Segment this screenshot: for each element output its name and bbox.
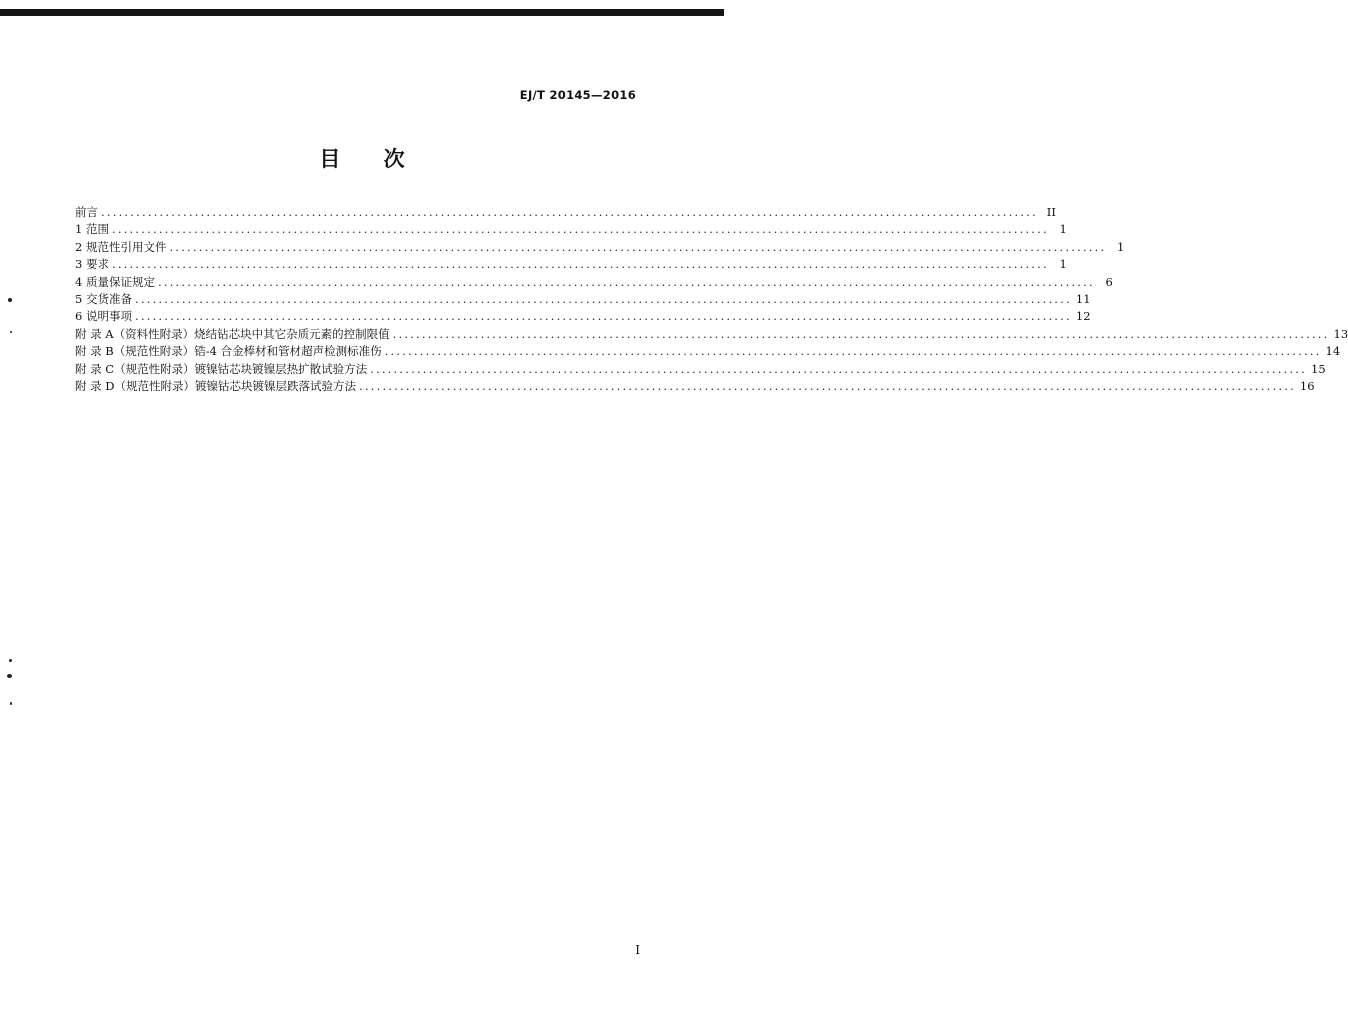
toc-entry-foreword[interactable] (75, 204, 1056, 221)
toc-entry-label: 1 范围 (75, 222, 109, 237)
scan-speck (7, 674, 12, 678)
toc-entry-label: 6 说明事项 (75, 309, 132, 324)
toc-entry-label: 2 规范性引用文件 (75, 239, 167, 254)
toc-entry-notes[interactable] (75, 308, 1091, 325)
toc-entry-label: 4 质量保证规定 (75, 274, 155, 289)
dot-leader: ................................................................................................................................................................ (111, 222, 1049, 237)
toc-entry-label: 5 交货准备 (75, 291, 132, 306)
toc-entry-label: 附 录 B（规范性附录）锆-4 合金棒材和管材超声检测标准伤 (75, 344, 382, 359)
toc-entry-appendix-c[interactable] (75, 361, 1326, 378)
toc-entry-page: 1 (1059, 222, 1067, 237)
page-number: I (635, 943, 640, 957)
scan-speck (9, 659, 12, 662)
dot-leader: ................................................................................................................................................................ (359, 378, 1296, 393)
toc-entry-appendix-a[interactable] (75, 326, 1348, 343)
page-title: 目 次 (319, 147, 423, 171)
toc-entry-label: 前言 (75, 205, 98, 219)
dot-leader: ................................................................................................................................................................ (101, 205, 1038, 219)
toc-entry-page: 1 (1117, 239, 1125, 254)
toc-entry-label: 附 录 D（规范性附录）镀镍钴芯块镀镍层跌落试验方法 (75, 378, 357, 393)
toc-entry-page: 16 (1299, 378, 1315, 393)
scan-speck (10, 702, 12, 705)
toc-entry-appendix-d[interactable] (75, 378, 1315, 395)
dot-leader: ................................................................................................................................................................ (392, 326, 1330, 341)
scan-speck (8, 298, 12, 302)
toc-entry-page: 13 (1333, 326, 1348, 341)
toc-entry-page: 6 (1105, 274, 1113, 289)
dot-leader: ................................................................................................................................................................ (134, 291, 1072, 306)
toc-entry-page: II (1046, 205, 1056, 219)
toc-entry-quality-assurance[interactable] (75, 274, 1113, 291)
toc-entry-appendix-b[interactable] (75, 343, 1341, 360)
toc-entry-page: 12 (1075, 309, 1091, 324)
dot-leader: ................................................................................................................................................................ (157, 274, 1095, 289)
toc-entry-requirements[interactable] (75, 256, 1067, 273)
toc-entry-normative-references[interactable] (75, 239, 1125, 256)
header-rule (0, 9, 724, 16)
dot-leader: ................................................................................................................................................................ (111, 257, 1049, 272)
dot-leader: ................................................................................................................................................................ (370, 361, 1307, 376)
dot-leader: ................................................................................................................................................................ (384, 344, 1322, 359)
toc-entry-page: 1 (1059, 257, 1067, 272)
dot-leader: ................................................................................................................................................................ (169, 239, 1107, 254)
standard-code: EJ/T 20145—2016 (519, 88, 636, 102)
toc-entry-page: 11 (1075, 291, 1091, 306)
scan-speck (10, 331, 12, 333)
toc-entry-label: 3 要求 (75, 257, 109, 272)
toc-entry-label: 附 录 C（规范性附录）镀镍钴芯块镀镍层热扩散试验方法 (75, 361, 368, 376)
dot-leader: ................................................................................................................................................................ (134, 309, 1072, 324)
toc-entry-scope[interactable] (75, 221, 1067, 238)
table-of-contents (75, 204, 1348, 395)
toc-entry-page: 15 (1311, 361, 1326, 376)
toc-entry-page: 14 (1325, 344, 1341, 359)
toc-entry-delivery-preparation[interactable] (75, 291, 1091, 308)
toc-entry-label: 附 录 A（资料性附录）烧结钻芯块中其它杂质元素的控制限值 (75, 326, 390, 341)
